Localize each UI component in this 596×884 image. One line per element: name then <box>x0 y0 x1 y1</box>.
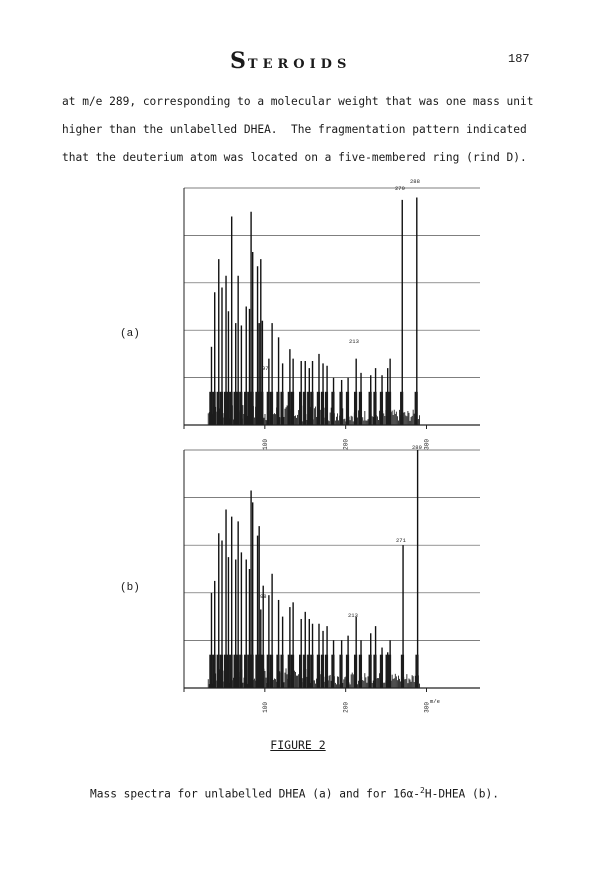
peak-base <box>321 655 324 688</box>
peak-base <box>307 392 310 425</box>
peak-base <box>325 392 328 425</box>
peak-base <box>288 392 291 425</box>
peak-label: 97 <box>262 365 269 372</box>
peak-base <box>354 392 357 425</box>
peak-label: 98 <box>260 593 267 600</box>
peak-base <box>291 655 294 688</box>
peak-base <box>369 655 372 688</box>
peak-label: 271 <box>396 537 406 544</box>
axis-unit-label: m/e <box>430 698 440 705</box>
peak-base <box>339 392 342 425</box>
x-tick-label: 100 <box>261 702 269 713</box>
peak-base <box>299 655 302 688</box>
legend-text-end: H-DHEA (b). <box>424 787 499 801</box>
peak-base <box>310 655 313 688</box>
peak-label: 213 <box>349 338 359 345</box>
peak-base <box>260 392 263 425</box>
body-line: at m/e 289, corresponding to a molecular weight that was one mass unit <box>62 95 534 108</box>
peak-base <box>331 655 334 688</box>
peak-base <box>220 392 223 425</box>
peak-label: 288 <box>410 178 420 185</box>
peak-base <box>276 655 279 688</box>
peak-base <box>317 392 320 425</box>
figure-legend <box>90 786 550 801</box>
peak-base <box>280 392 283 425</box>
peak-base <box>213 392 216 425</box>
peak-base <box>270 392 273 425</box>
peak-base <box>251 392 254 425</box>
journal-title-rest: TEROIDS <box>247 57 352 72</box>
peak-base <box>325 655 328 688</box>
peak-base <box>373 655 376 688</box>
peak-base <box>239 392 242 425</box>
peak-base <box>217 655 220 688</box>
peak-base <box>244 655 247 688</box>
peak-base <box>400 392 403 425</box>
x-tick-label: 100 <box>261 439 269 450</box>
peak-base <box>359 392 362 425</box>
peak-base <box>321 392 324 425</box>
peak-base <box>388 655 391 688</box>
peak-base <box>226 392 229 425</box>
peak-base <box>244 392 247 425</box>
panel-label-a: (a) <box>120 328 140 340</box>
page-number: 187 <box>508 52 530 66</box>
peak-base <box>209 392 212 425</box>
peak-base <box>213 655 216 688</box>
peak-base <box>307 655 310 688</box>
peak-base <box>415 392 418 425</box>
peak-base <box>229 655 232 688</box>
peak-base <box>236 655 239 688</box>
peak-label: 289 <box>412 444 422 451</box>
body-line: that the deuterium atom was located on a five-membered ring (rind D). <box>62 151 527 164</box>
peak-base <box>270 655 273 688</box>
journal-initial: S <box>230 48 248 74</box>
peak-base <box>267 392 270 425</box>
peak-base <box>346 655 349 688</box>
peak-base <box>415 655 418 688</box>
peak-base <box>303 392 306 425</box>
peak-base <box>388 392 391 425</box>
legend-text-start: Mass spectra for unlabelled DHEA (a) and for 16α- <box>90 787 421 801</box>
figure-title: FIGURE 2 <box>270 738 326 752</box>
peak-base <box>310 392 313 425</box>
peak-base <box>209 655 212 688</box>
peak-base <box>380 392 383 425</box>
peak-base <box>373 392 376 425</box>
peak-base <box>276 392 279 425</box>
peak-base <box>291 392 294 425</box>
peak-base <box>217 392 220 425</box>
peak-base <box>280 655 283 688</box>
peak-label: 270 <box>395 185 405 192</box>
peak-base <box>229 392 232 425</box>
peak-base <box>299 392 302 425</box>
peak-base <box>303 655 306 688</box>
peak-base <box>239 655 242 688</box>
peak-base <box>380 655 383 688</box>
peak-base <box>359 655 362 688</box>
x-tick-label: 300 <box>423 439 431 450</box>
peak-base <box>331 392 334 425</box>
peak-base <box>369 392 372 425</box>
panel-label-b: (b) <box>120 582 140 594</box>
peak-base <box>236 392 239 425</box>
peak-base <box>267 655 270 688</box>
peak-base <box>288 655 291 688</box>
x-tick-label: 300 <box>423 702 431 713</box>
peak-label: 213 <box>348 612 358 619</box>
peak-base <box>339 655 342 688</box>
peak-base <box>251 655 254 688</box>
peak-base <box>354 655 357 688</box>
legend-superscript: 2 <box>420 786 425 795</box>
body-line: higher than the unlabelled DHEA. The fragmentation pattern indicated <box>62 123 527 136</box>
peak-base <box>346 392 349 425</box>
x-tick-label: 200 <box>342 702 350 713</box>
peak-base <box>220 655 223 688</box>
peak-base <box>317 655 320 688</box>
peak-base <box>401 655 404 688</box>
peak-base <box>261 655 264 688</box>
x-tick-label: 200 <box>342 439 350 450</box>
peak-base <box>226 655 229 688</box>
